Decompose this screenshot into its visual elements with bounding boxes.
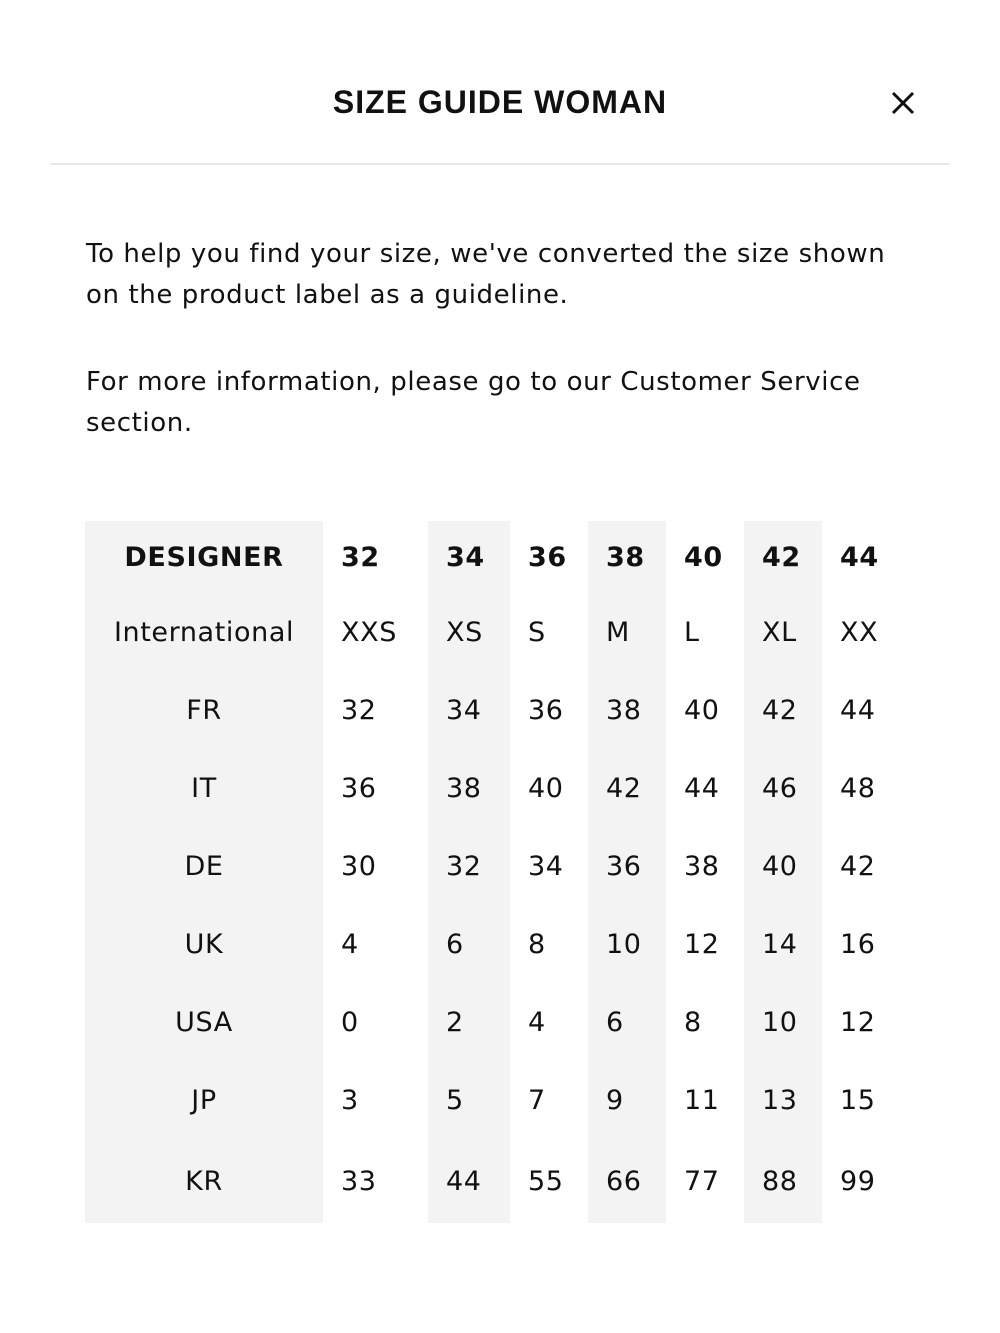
row-uk-label: UK (85, 905, 323, 983)
row-uk-cell: 10 (588, 905, 666, 983)
row-uk-cell: 4 (341, 928, 359, 960)
table-row (85, 905, 900, 983)
header-label: DESIGNER (85, 521, 323, 593)
row-usa-cell: 10 (744, 983, 822, 1061)
row-usa-cell: 4 (528, 1006, 546, 1038)
header-cell: 34 (428, 521, 510, 593)
intro-paragraph-size-conversion: To help you find your size, we've converted the size shown on the product label as a guideline. (86, 239, 886, 310)
table-row (85, 1139, 900, 1223)
row-de-label: DE (85, 827, 323, 905)
row-usa-cell: 8 (684, 1006, 702, 1038)
header-cell: 40 (684, 541, 723, 573)
table-row (85, 827, 900, 905)
row-fr-cell: 32 (341, 694, 377, 726)
table-header-row (85, 521, 900, 593)
row-usa-cell: 12 (840, 1006, 876, 1038)
row-de-cell: 34 (528, 850, 564, 882)
row-international-cell: XS (428, 593, 510, 671)
row-de-cell: 30 (341, 850, 377, 882)
row-jp-cell: 3 (341, 1084, 359, 1116)
row-jp-cell: 5 (428, 1061, 510, 1139)
row-jp-cell: 13 (744, 1061, 822, 1139)
row-usa-label: USA (85, 983, 323, 1061)
row-kr-cell: 55 (528, 1165, 564, 1197)
table-row (85, 983, 900, 1061)
row-uk-cell: 14 (744, 905, 822, 983)
header-cell: 42 (744, 521, 822, 593)
row-international-cell: M (588, 593, 666, 671)
row-kr-cell: 66 (588, 1139, 666, 1223)
row-de-cell: 40 (744, 827, 822, 905)
row-de-cell: 32 (428, 827, 510, 905)
row-international-cell: XL (744, 593, 822, 671)
row-de-cell: 42 (840, 850, 876, 882)
size-table (85, 521, 900, 1223)
table-row (85, 593, 900, 671)
row-international-cell: S (528, 616, 546, 648)
row-it-label: IT (85, 749, 323, 827)
header-cell: 32 (341, 541, 380, 573)
row-kr-cell: 99 (840, 1165, 876, 1197)
row-fr-cell: 40 (684, 694, 720, 726)
row-jp-cell: 7 (528, 1084, 546, 1116)
table-row (85, 1061, 900, 1139)
row-uk-cell: 8 (528, 928, 546, 960)
row-kr-cell: 88 (744, 1139, 822, 1223)
row-international-cell: L (684, 616, 700, 648)
header-cell: 38 (588, 521, 666, 593)
size-guide-header (0, 0, 1000, 165)
row-usa-cell: 6 (588, 983, 666, 1061)
row-jp-cell: 11 (684, 1084, 720, 1116)
intro-paragraph-customer-service: For more information, please go to our Customer Service section. (86, 367, 861, 438)
row-kr-cell: 44 (428, 1139, 510, 1223)
row-jp-cell: 15 (840, 1084, 876, 1116)
row-uk-cell: 6 (428, 905, 510, 983)
row-fr-cell: 42 (744, 671, 822, 749)
close-icon (890, 90, 916, 120)
row-jp-label: JP (85, 1061, 323, 1139)
row-it-cell: 44 (684, 772, 720, 804)
row-usa-cell: 0 (341, 1006, 359, 1038)
row-it-cell: 48 (840, 772, 876, 804)
row-fr-label: FR (85, 671, 323, 749)
row-kr-cell: 77 (684, 1165, 720, 1197)
row-kr-cell: 33 (341, 1165, 377, 1197)
row-fr-cell: 38 (588, 671, 666, 749)
row-it-cell: 40 (528, 772, 564, 804)
header-divider (50, 163, 950, 165)
table-row (85, 749, 900, 827)
row-de-cell: 36 (588, 827, 666, 905)
header-cell: 44 (840, 541, 879, 573)
row-it-cell: 36 (341, 772, 377, 804)
row-uk-cell: 16 (840, 928, 876, 960)
header-cell: 36 (528, 541, 567, 573)
row-it-cell: 42 (588, 749, 666, 827)
row-kr-label: KR (85, 1139, 323, 1223)
row-it-cell: 38 (428, 749, 510, 827)
close-button[interactable] (880, 82, 926, 128)
row-fr-cell: 44 (840, 694, 876, 726)
row-fr-cell: 36 (528, 694, 564, 726)
row-international-cell: XXS (341, 616, 397, 648)
row-de-cell: 38 (684, 850, 720, 882)
row-international-cell: XX (840, 616, 879, 648)
page-title: SIZE GUIDE WOMAN (332, 84, 668, 120)
row-usa-cell: 2 (428, 983, 510, 1061)
row-international-label: International (85, 593, 323, 671)
intro-text (86, 234, 916, 444)
row-it-cell: 46 (744, 749, 822, 827)
row-jp-cell: 9 (588, 1061, 666, 1139)
table-row (85, 671, 900, 749)
row-fr-cell: 34 (428, 671, 510, 749)
row-uk-cell: 12 (684, 928, 720, 960)
